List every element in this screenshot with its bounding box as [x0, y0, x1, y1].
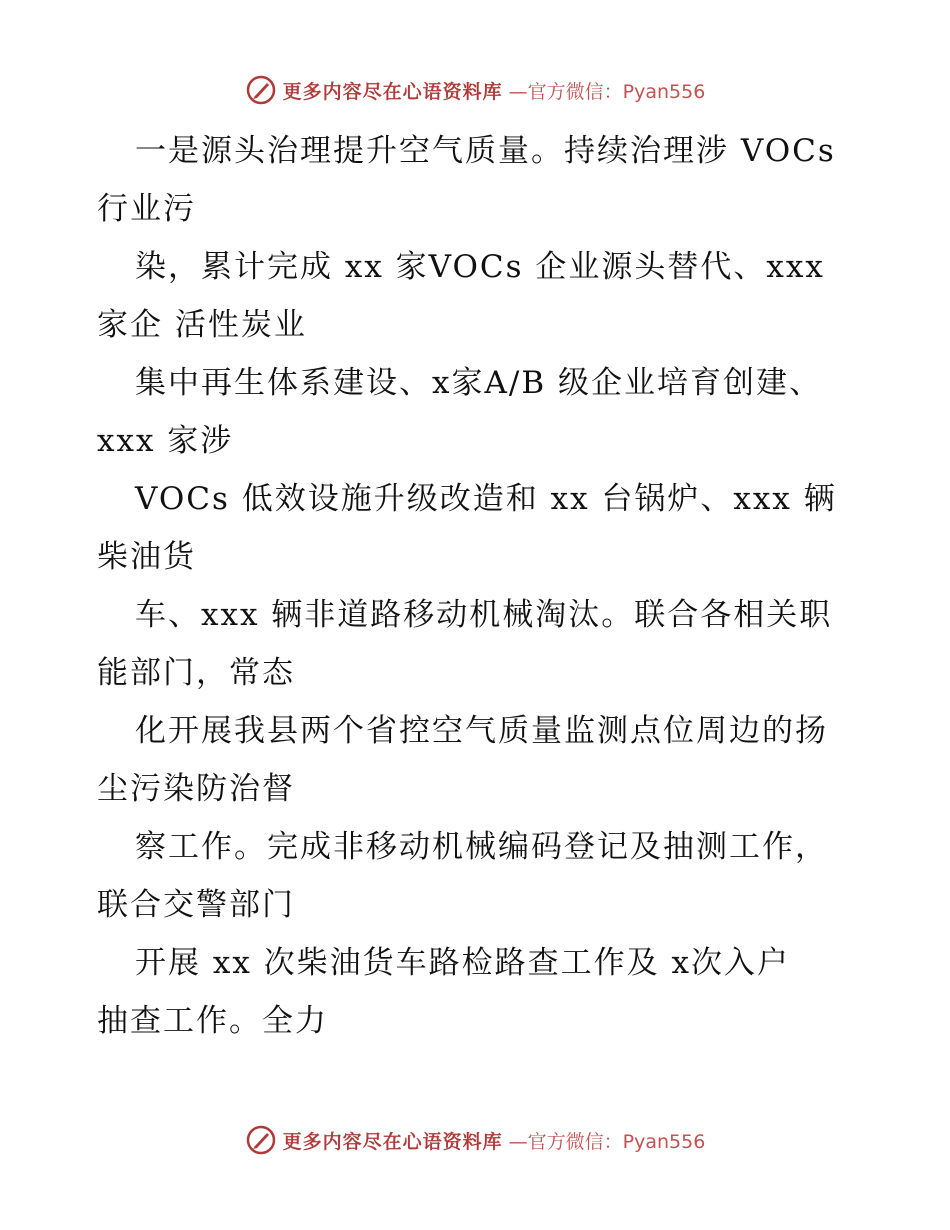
document-body [97, 122, 857, 1050]
text-line: xxx 家涉 [97, 423, 234, 459]
text-line: 家企 活性炭业 [97, 307, 307, 343]
text-line: 柴油货 [97, 539, 196, 575]
text-line: 抽查工作。全力 [97, 1003, 328, 1039]
quill-logo-icon [245, 1124, 277, 1156]
text-line: 集中再生体系建设、x家A/B 级企业培育创建、 [135, 365, 822, 401]
watermark-wechat-text: —官方微信：Pyan556 [508, 1130, 706, 1153]
text-line: 能部门，常态 [97, 655, 295, 691]
text-line: 联合交警部门 [97, 887, 295, 923]
watermark-main-text: 更多内容尽在心语资料库 [282, 80, 503, 103]
text-line: 开展 xx 次柴油货车路检路查工作及 x次入户 [135, 945, 791, 981]
text-line: 一是源头治理提升空气质量。持续治理涉 VOCs [135, 133, 836, 169]
text-line: 车、xxx 辆非道路移动机械淘汰。联合各相关职 [135, 597, 833, 633]
text-line: 化开展我县两个省控空气质量监测点位周边的扬 [135, 713, 828, 749]
watermark-main-text: 更多内容尽在心语资料库 [282, 1130, 503, 1153]
text-line: 尘污染防治督 [97, 771, 295, 807]
text-line: VOCs 低效设施升级改造和 xx 台锅炉、xxx 辆 [135, 481, 837, 517]
text-line: 行业污 [97, 191, 196, 227]
text-line: 察工作。完成非移动机械编码登记及抽测工作， [135, 829, 828, 865]
watermark-wechat-text: —官方微信：Pyan556 [508, 80, 706, 103]
header-watermark [0, 70, 950, 110]
text-line: 染，累计完成 xx 家VOCs 企业源头替代、xxx [135, 249, 825, 285]
quill-logo-icon [245, 74, 277, 106]
footer-watermark [0, 1120, 950, 1160]
